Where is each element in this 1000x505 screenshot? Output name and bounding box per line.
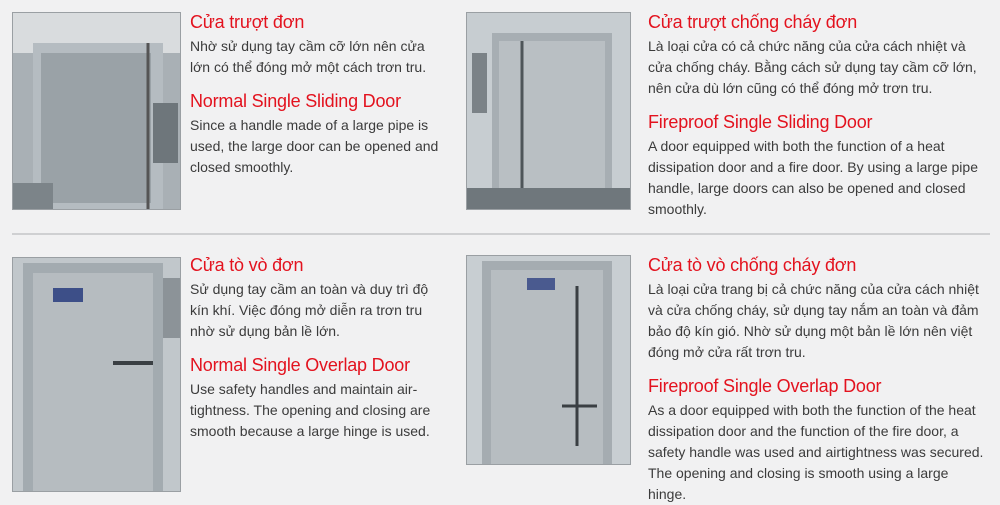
overlap-door-text xyxy=(190,255,448,442)
vn-title: Cửa tò vò đơn xyxy=(190,255,304,275)
en-description: As a door equipped with both the function of the heat dissipation door and the function of the fire door, a safety handle was used and airtightness was secured. The opening and closing is smooth using a large hinge. xyxy=(648,402,984,502)
fireproof-sliding-door-photo xyxy=(466,12,631,210)
en-description: Since a handle made of a large pipe is used, the large door can be opened and closed smoothly. xyxy=(190,117,439,175)
vn-description: Là loại cửa có cả chức năng của cửa cách nhiệt và cửa chống cháy. Bằng cách sử dụng tay cầm cỡ lớn, nên cửa dù lớn cũng có thể đóng mở trơn tru. xyxy=(648,38,977,96)
vn-description: Là loại cửa trang bị cả chức năng của cửa cách nhiệt và cửa chống cháy, sử dụng tay nắm an toàn và đảm bảo độ kín gió. Nhờ sử dụng một bản lề lớn nên việt đóng mở cửa rất trơn tru. xyxy=(648,281,979,360)
vn-title: Cửa trượt đơn xyxy=(190,12,305,32)
sliding-door-text xyxy=(190,12,445,178)
sliding-door-photo xyxy=(12,12,181,210)
vn-description: Sử dụng tay cầm an toàn và duy trì độ kín khí. Việc đóng mở diễn ra trơn tru nhờ sử dụng bản lề lớn. xyxy=(190,281,429,339)
vn-title: Cửa trượt chống cháy đơn xyxy=(648,12,858,32)
en-title: Normal Single Sliding Door xyxy=(190,91,401,111)
fireproof-overlap-door-photo xyxy=(466,255,631,465)
en-title: Fireproof Single Sliding Door xyxy=(648,112,873,132)
vn-title: Cửa tò vò chống cháy đơn xyxy=(648,255,857,275)
vn-description: Nhờ sử dụng tay cầm cỡ lớn nên cửa lớn có thể đóng mở một cách trơn tru. xyxy=(190,38,427,75)
fireproof-overlap-door-text xyxy=(648,255,988,505)
section-divider xyxy=(12,233,990,235)
en-description: Use safety handles and maintain air-tightness. The opening and closing are smooth because a large hinge is used. xyxy=(190,381,431,439)
overlap-door-photo xyxy=(12,257,181,492)
en-description: A door equipped with both the function of a heat dissipation door and a fire door. By using a large pipe handle, large doors can also be opened and closed smoothly. xyxy=(648,138,978,217)
en-title: Fireproof Single Overlap Door xyxy=(648,376,882,396)
fireproof-sliding-door-text xyxy=(648,12,988,220)
en-title: Normal Single Overlap Door xyxy=(190,355,410,375)
